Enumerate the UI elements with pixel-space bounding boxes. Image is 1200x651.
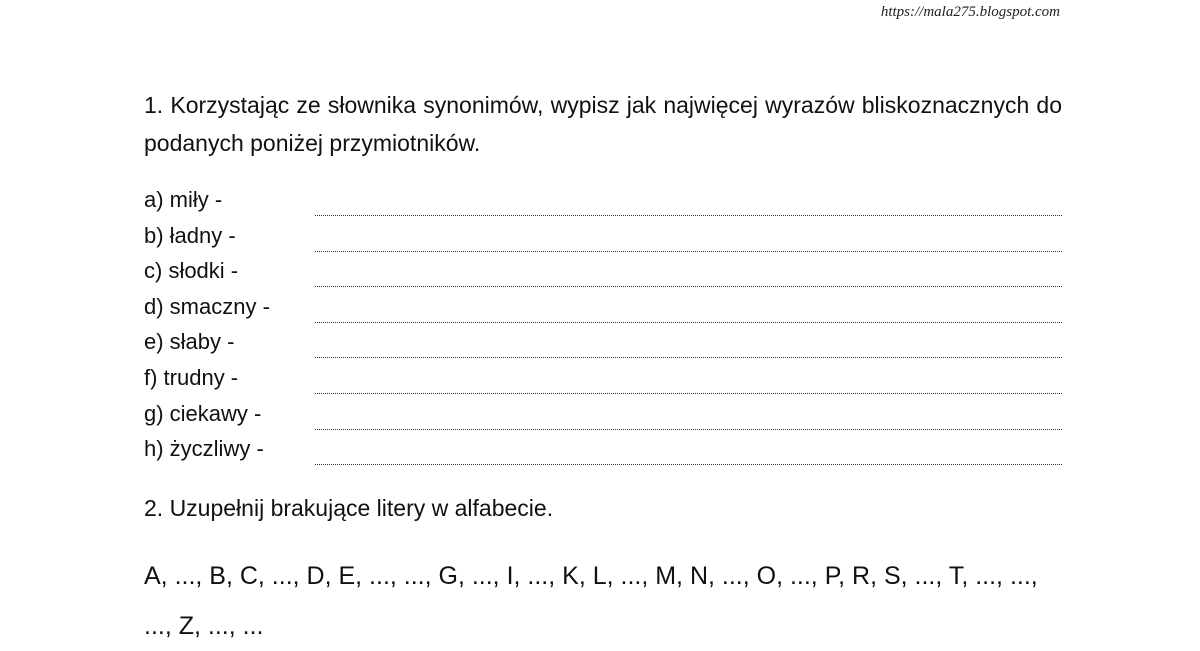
list-item [144,184,1062,220]
task-1-prompt: 1. Korzystając ze słownika synonimów, wypisz jak najwięcej wyrazów bliskoznacznych do podanych poniżej przymiotników. [144,92,1062,156]
answer-line[interactable] [315,286,1062,287]
blog-url: https://mala275.blogspot.com [880,4,1060,20]
item-label: b) ładny - [144,222,236,248]
answer-line[interactable] [315,429,1062,430]
item-label: a) miły - [144,187,223,212]
list-item [144,220,1062,256]
adjective-list [144,184,1062,469]
list-item [144,255,1062,291]
list-item [144,398,1062,434]
item-label: d) smaczny - [144,293,270,319]
item-label: g) ciekawy - [144,400,262,426]
answer-line[interactable] [315,251,1062,252]
answer-line[interactable] [315,357,1062,358]
list-item [144,291,1062,327]
answer-line[interactable] [315,215,1062,216]
item-label: h) życzliwy - [144,436,264,462]
list-item [144,362,1062,398]
list-item [144,326,1062,362]
task-2-prompt: 2. Uzupełnij brakujące litery w alfabecie. [144,495,554,521]
item-label: f) trudny - [144,364,239,390]
item-label: e) słaby - [144,329,235,355]
answer-line[interactable] [315,464,1062,465]
alphabet-sequence: A, ..., B, C, ..., D, E, ..., ..., G, ..., I, ..., K, L, ..., M, N, ..., O, ..., P, R, S, ..., T, ..., ..., ..., Z, ..., ... [144,562,1038,640]
answer-line[interactable] [315,393,1062,394]
list-item [144,433,1062,469]
answer-line[interactable] [315,322,1062,323]
item-label: c) słodki - [144,258,239,284]
